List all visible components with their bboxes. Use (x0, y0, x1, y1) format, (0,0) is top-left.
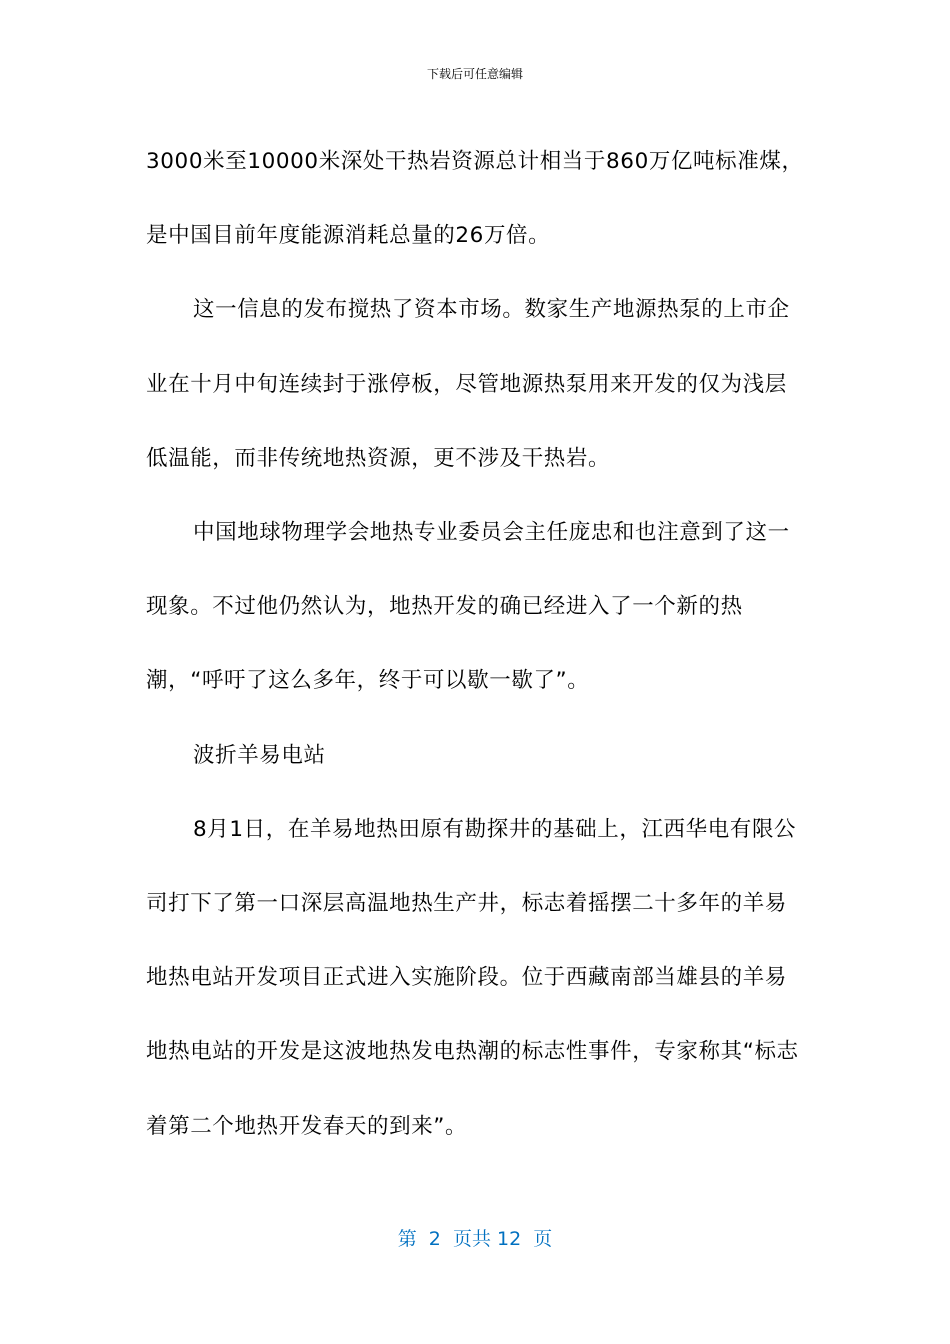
paragraph: 这一信息的发布搅热了资本市场。数家生产地源热泵的上市企业在十月中旬连续封于涨停板，尽管地源热泵用来开发的仅为浅层低温能，而非传统地热资源，更不涉及干热岩。 (146, 297, 790, 471)
paragraph: 中国地球物理学会地热专业委员会主任庞忠和也注意到了这一现象。不过他仍然认为，地热开发的确已经进入了一个新的热潮，“呼吁了这么多年，终于可以歇一歇了”。 (146, 520, 790, 694)
section-heading: 波折羊易电站 (193, 742, 326, 768)
paragraph-continued: 3000米至10000米深处干热岩资源总计相当于860万亿吨标准煤，是中国目前年度能源消耗总量的26万倍。 (146, 149, 804, 249)
page-footer (0, 1226, 950, 1252)
paragraph: 8月1日，在羊易地热田原有勘探井的基础上，江西华电有限公司打下了第一口深层高温地热生产井，标志着摇摆二十多年的羊易地热电站开发项目正式进入实施阶段。位于西藏南部当雄县的羊易地热电站的开发是这波地热发电热潮的标志性事件，专家称其“标志着第二个地热开发春天的到来”。 (146, 816, 799, 1139)
document-body (146, 125, 806, 1164)
page-number: 第 2 页共 12 页 (397, 1228, 553, 1250)
page-header: 下载后可任意编辑 (426, 67, 523, 81)
